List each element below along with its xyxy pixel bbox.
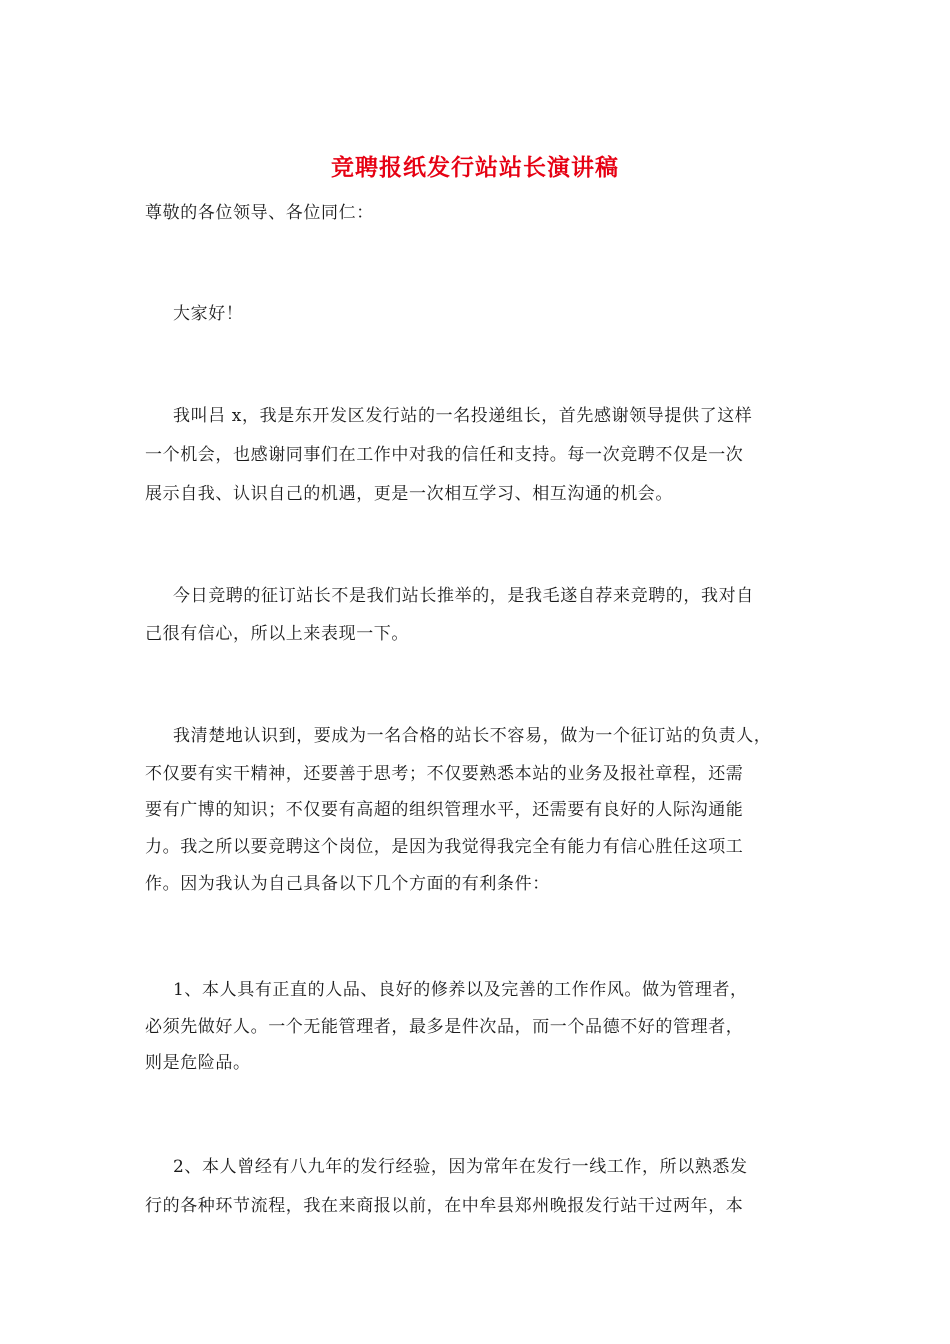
- paragraph-line: 一个机会，也感谢同事们在工作中对我的信任和支持。每一次竞聘不仅是一次: [145, 445, 744, 465]
- paragraph-line: 己很有信心，所以上来表现一下。: [145, 624, 409, 644]
- paragraph-line: 必须先做好人。一个无能管理者，最多是件次品，而一个品德不好的管理者，: [145, 1017, 744, 1037]
- paragraph-line: 我清楚地认识到，要成为一名合格的站长不容易，做为一个征订站的负责人，: [173, 726, 772, 746]
- paragraph-line: 我叫吕 x，我是东开发区发行站的一名投递组长，首先感谢领导提供了这样: [173, 406, 753, 426]
- paragraph-line: 1、本人具有正直的人品、良好的修养以及完善的工作作风。做为管理者，: [173, 980, 748, 1000]
- paragraph-line: 大家好！: [173, 304, 244, 324]
- paragraph-line: 行的各种环节流程，我在来商报以前，在中牟县郑州晚报发行站干过两年，本: [145, 1196, 744, 1216]
- paragraph-line: 要有广博的知识；不仅要有高超的组织管理水平，还需要有良好的人际沟通能: [145, 800, 744, 820]
- paragraph-line: 作。因为我认为自己具备以下几个方面的有利条件：: [145, 874, 550, 894]
- paragraph-line: 不仅要有实干精神，还要善于思考；不仅要熟悉本站的业务及报社章程，还需: [145, 764, 744, 784]
- paragraph-line: 展示自我、认识自己的机遇，更是一次相互学习、相互沟通的机会。: [145, 484, 673, 504]
- paragraph-line: 则是危险品。: [145, 1053, 251, 1073]
- paragraph-line: 力。我之所以要竞聘这个岗位，是因为我觉得我完全有能力有信心胜任这项工: [145, 837, 744, 857]
- paragraph-line: 今日竞聘的征订站长不是我们站长推举的，是我毛遂自荐来竞聘的，我对自: [173, 586, 754, 606]
- paragraph-line: 2、本人曾经有八九年的发行经验，因为常年在发行一线工作，所以熟悉发: [173, 1157, 748, 1177]
- salutation: 尊敬的各位领导、各位同仁：: [145, 203, 374, 223]
- document-title: 竞聘报纸发行站站长演讲稿: [331, 154, 619, 181]
